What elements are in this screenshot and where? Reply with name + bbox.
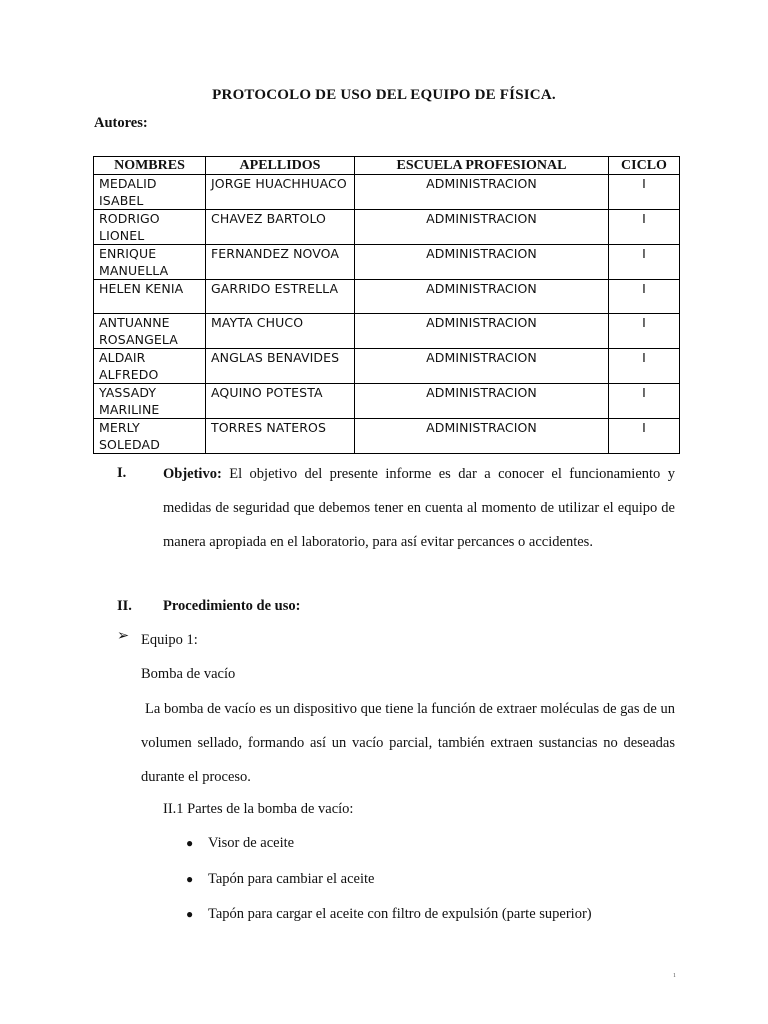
cell-apellidos: TORRES NATEROS: [206, 419, 355, 454]
cell-nombres: YASSADY MARILINE: [94, 384, 206, 419]
cell-nombres: ALDAIR ALFREDO: [94, 349, 206, 384]
cell-ciclo: I: [609, 384, 680, 419]
cell-escuela: ADMINISTRACION: [355, 210, 609, 245]
page-number: 1: [673, 973, 676, 979]
section-number: I.: [117, 465, 127, 481]
cell-ciclo: I: [609, 175, 680, 210]
authors-label: Autores:: [94, 115, 148, 131]
table-row: [94, 384, 680, 419]
cell-apellidos: FERNANDEZ NOVOA: [206, 245, 355, 280]
cell-apellidos: ANGLAS BENAVIDES: [206, 349, 355, 384]
table-row: [94, 419, 680, 454]
cell-ciclo: I: [609, 314, 680, 349]
cell-escuela: ADMINISTRACION: [355, 384, 609, 419]
authors-table: [93, 156, 680, 454]
column-header-escuela: ESCUELA PROFESIONAL: [355, 157, 609, 175]
table-row: [94, 280, 680, 314]
cell-ciclo: I: [609, 245, 680, 280]
equipo-name: Bomba de vacío: [141, 666, 236, 682]
table-row: [94, 314, 680, 349]
subsection-heading: II.1 Partes de la bomba de vacío:: [163, 801, 354, 817]
section-procedimiento-heading: [117, 598, 300, 615]
document-title: PROTOCOLO DE USO DEL EQUIPO DE FÍSICA.: [212, 87, 556, 103]
section-label: Procedimiento de uso:: [163, 598, 301, 614]
cell-escuela: ADMINISTRACION: [355, 419, 609, 454]
cell-escuela: ADMINISTRACION: [355, 175, 609, 210]
arrow-bullet-icon: ➢: [117, 628, 130, 644]
list-item-text: Visor de aceite: [208, 835, 295, 851]
bullet-icon: ●: [186, 872, 194, 886]
section-number: II.: [117, 598, 132, 614]
cell-nombres: ANTUANNE ROSANGELA: [94, 314, 206, 349]
objetivo-label: Objetivo:: [163, 466, 222, 482]
table-row: [94, 349, 680, 384]
table-row: [94, 210, 680, 245]
list-item-text: Tapón para cargar el aceite con filtro de expulsión (parte superior): [208, 906, 592, 922]
cell-nombres: MERLY SOLEDAD: [94, 419, 206, 454]
list-item-text: Tapón para cambiar el aceite: [208, 871, 375, 887]
cell-nombres: MEDALID ISABEL: [94, 175, 206, 210]
cell-escuela: ADMINISTRACION: [355, 314, 609, 349]
bullet-icon: ●: [186, 907, 194, 921]
cell-escuela: ADMINISTRACION: [355, 245, 609, 280]
cell-apellidos: JORGE HUACHHUACO: [206, 175, 355, 210]
section-objetivo-number: [117, 465, 126, 482]
list-item: [186, 906, 592, 923]
table-header-row: [94, 157, 680, 175]
cell-apellidos: AQUINO POTESTA: [206, 384, 355, 419]
cell-escuela: ADMINISTRACION: [355, 280, 609, 314]
cell-ciclo: I: [609, 349, 680, 384]
cell-apellidos: CHAVEZ BARTOLO: [206, 210, 355, 245]
table-row: [94, 245, 680, 280]
list-item: [186, 871, 374, 888]
equipo-label: Equipo 1:: [141, 632, 198, 648]
cell-ciclo: I: [609, 210, 680, 245]
cell-nombres: HELEN KENIA: [94, 280, 206, 314]
column-header-ciclo: CICLO: [609, 157, 680, 175]
cell-apellidos: GARRIDO ESTRELLA: [206, 280, 355, 314]
cell-ciclo: I: [609, 280, 680, 314]
cell-nombres: RODRIGO LIONEL: [94, 210, 206, 245]
bullet-icon: ●: [186, 836, 194, 850]
list-item: [186, 835, 294, 852]
equipo-description: La bomba de vacío es un dispositivo que tiene la función de extraer moléculas de gas de un volumen sellado, formando así un vacío parcial, también extraen sustancias no deseadas durante el proceso.: [141, 701, 675, 785]
column-header-nombres: NOMBRES: [94, 157, 206, 175]
objetivo-paragraph: [163, 457, 675, 559]
cell-escuela: ADMINISTRACION: [355, 349, 609, 384]
cell-ciclo: I: [609, 419, 680, 454]
column-header-apellidos: APELLIDOS: [206, 157, 355, 175]
cell-nombres: ENRIQUE MANUELLA: [94, 245, 206, 280]
table-row: [94, 175, 680, 210]
cell-apellidos: MAYTA CHUCO: [206, 314, 355, 349]
objetivo-text: El objetivo del presente informe es dar a conocer el funcionamiento y medidas de seguridad que debemos tener en cuenta al momento de utilizar el equipo de manera apropiada en el laboratorio, para así evitar percances o accidentes.: [163, 466, 675, 550]
